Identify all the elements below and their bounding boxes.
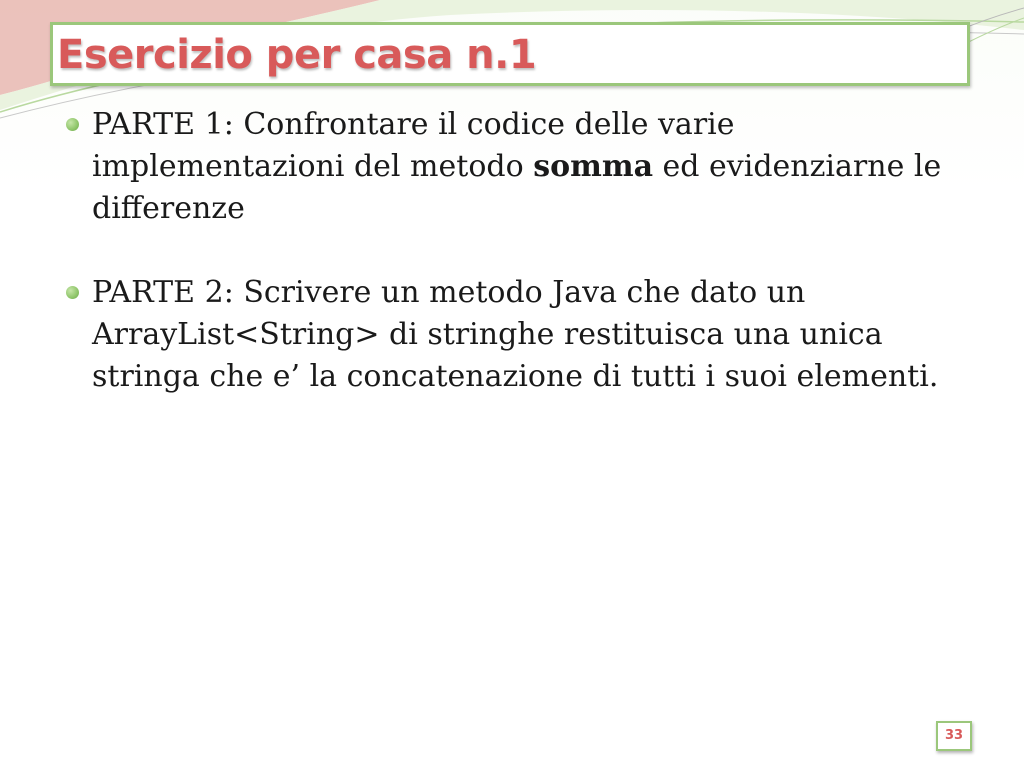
bullet-1-bold-term: somma bbox=[533, 149, 654, 184]
bullet-dot-icon bbox=[66, 286, 79, 299]
title-box bbox=[50, 22, 970, 86]
bullet-list bbox=[62, 104, 962, 440]
bullet-dot-icon bbox=[66, 118, 79, 131]
bullet-item-parte-2 bbox=[62, 272, 962, 398]
bullet-item-parte-1 bbox=[62, 104, 962, 230]
bullet-1-text-before: PARTE 1: Confrontare il codice delle varie implementazioni del metodo bbox=[92, 107, 735, 184]
bullet-2-text: PARTE 2: Scrivere un metodo Java che dato un ArrayList<String> di stringhe restituisca una unica stringa che e’ la concatenazione di tutti i suoi elementi. bbox=[92, 275, 939, 394]
page-number-badge: 33 bbox=[936, 721, 972, 751]
slide-title: Esercizio per casa n.1 bbox=[57, 32, 537, 78]
bullet-1-text-after: ed evidenziarne le differenze bbox=[92, 149, 942, 226]
